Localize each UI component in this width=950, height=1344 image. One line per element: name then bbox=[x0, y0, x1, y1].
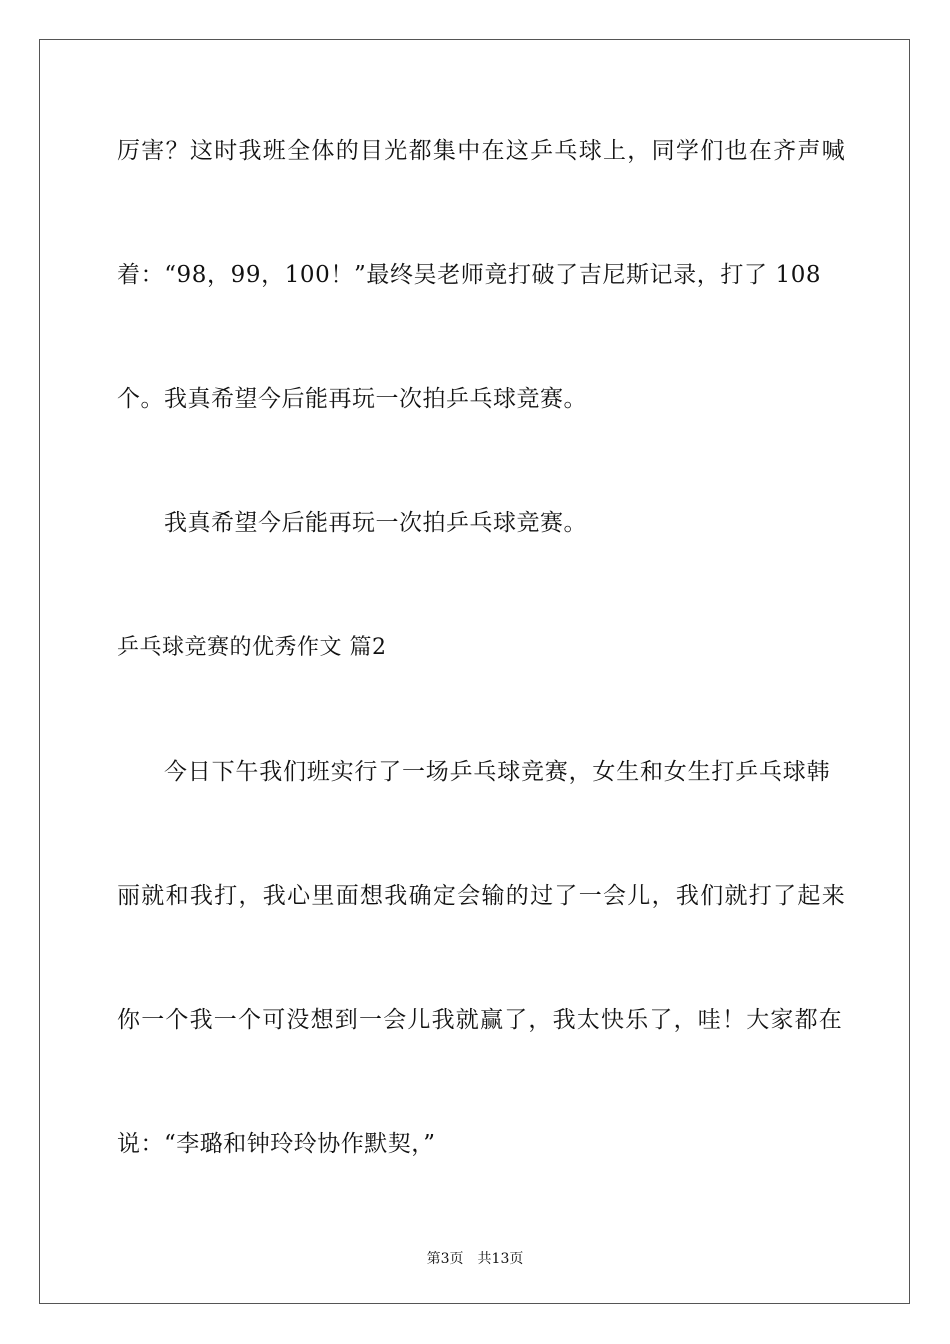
page-number: 第3页 bbox=[426, 1251, 464, 1267]
page-footer bbox=[0, 1248, 950, 1268]
paragraph-line: 丽就和我打，我心里面想我确定会输的过了一会儿，我们就打了起来 bbox=[117, 883, 846, 909]
paragraph-line: 今日下午我们班实行了一场乒乓球竞赛，女生和女生打乒乓球韩 bbox=[164, 759, 831, 785]
paragraph-line: 说：“李璐和钟玲玲协作默契，” bbox=[117, 1131, 436, 1157]
paragraph-line: 着：“98，99，100！”最终吴老师竟打破了吉尼斯记录，打了 108 bbox=[117, 262, 822, 288]
paragraph-line: 厉害？这时我班全体的目光都集中在这乒乓球上，同学们也在齐声喊 bbox=[117, 138, 846, 164]
paragraph-line: 你一个我一个可没想到一会儿我就赢了，我太快乐了，哇！大家都在 bbox=[117, 1007, 843, 1033]
page-total: 共13页 bbox=[477, 1251, 524, 1267]
paragraph-line: 个。我真希望今后能再玩一次拍乒乓球竞赛。 bbox=[117, 386, 587, 412]
paragraph-line: 我真希望今后能再玩一次拍乒乓球竞赛。 bbox=[164, 510, 587, 536]
section-heading: 乒乓球竞赛的优秀作文 篇2 bbox=[117, 635, 387, 660]
page-frame bbox=[39, 39, 910, 1304]
